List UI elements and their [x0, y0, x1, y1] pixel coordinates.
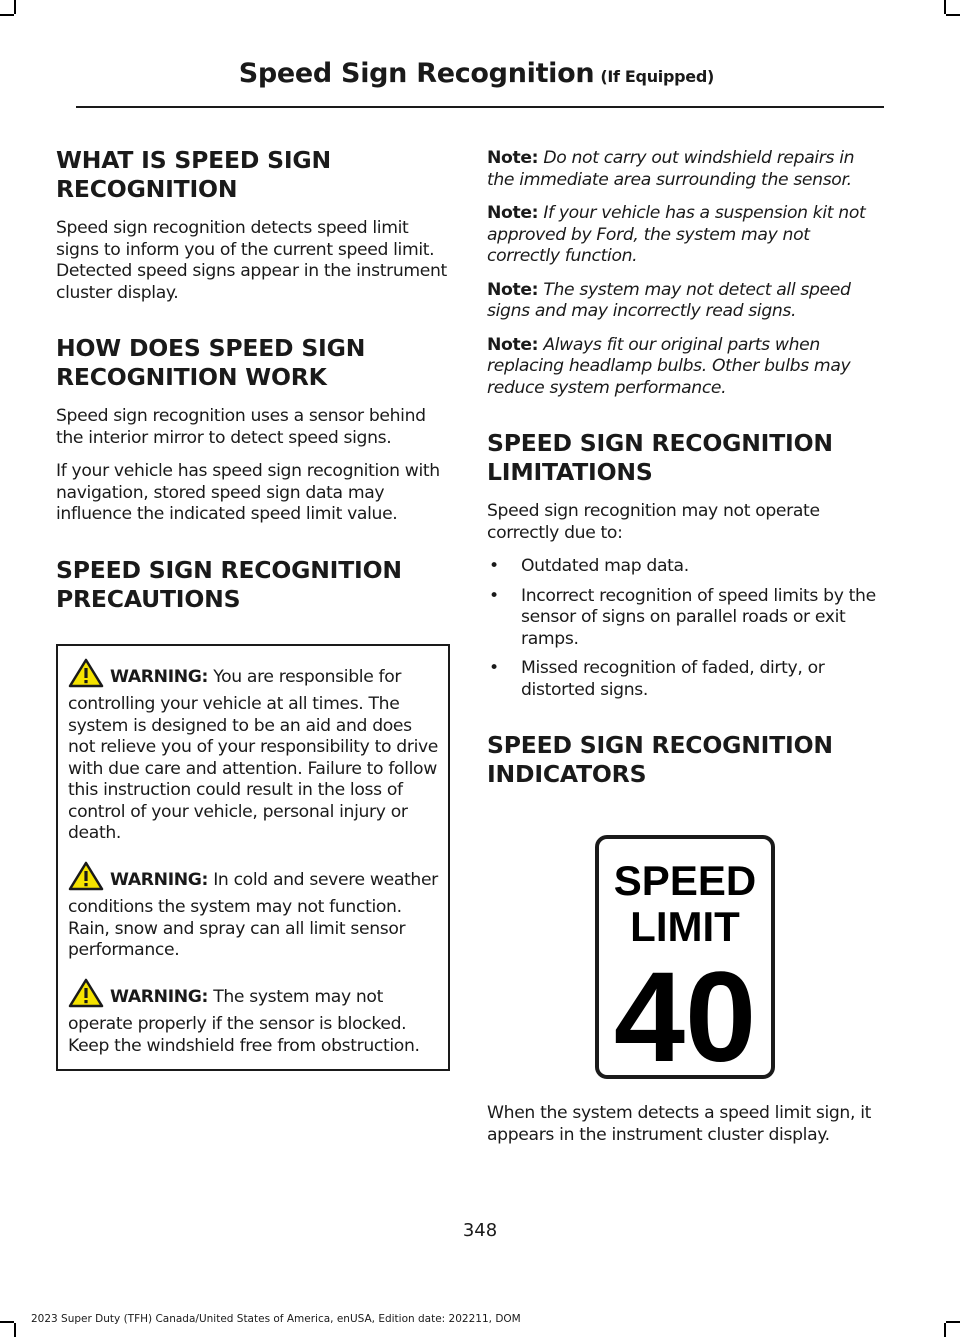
warning-item: WARNING: The system may not operate properly if the sensor is blocked. Keep the windshield free from obstruction.: [68, 978, 440, 1058]
section-heading-indicators: SPEED SIGN RECOGNITION INDICATORS: [487, 731, 833, 788]
list-item: • Missed recognition of faded, dirty, or distorted signs.: [489, 658, 825, 700]
note: Note: The system may not detect all speed signs and may incorrectly read signs.: [487, 279, 851, 321]
limitations-list: [487, 556, 885, 701]
note: Note: Always fit our original parts when replacing headlamp bulbs. Other bulbs may reduce system performance.: [487, 334, 851, 398]
crop-mark: [944, 1323, 946, 1337]
paragraph: Speed sign recognition may not operate correctly due to:: [487, 501, 820, 543]
warning-triangle-icon: [68, 658, 104, 695]
footer-text: 2023 Super Duty (TFH) Canada/United States of America, enUSA, Edition date: 202211, DOM: [31, 1313, 521, 1325]
crop-mark: [14, 0, 16, 14]
list-item: • Outdated map data.: [489, 556, 689, 576]
paragraph: When the system detects a speed limit sign, it appears in the instrument cluster display.: [487, 1103, 872, 1145]
warning-box: [56, 644, 450, 1072]
section-heading-how-it-works: HOW DOES SPEED SIGN RECOGNITION WORK: [56, 334, 366, 391]
warning-item: WARNING: In cold and severe weather conditions the system may not function. Rain, snow and spray can all limit sensor performance.: [68, 861, 440, 962]
note: Note: Do not carry out windshield repairs in the immediate area surrounding the sensor.: [487, 148, 855, 190]
sign-line-1: SPEED: [613, 857, 757, 904]
paragraph: If your vehicle has speed sign recognition with navigation, stored speed sign data may influence the indicated speed limit value.: [56, 461, 440, 524]
section-heading-what-is: WHAT IS SPEED SIGN RECOGNITION: [56, 146, 331, 203]
crop-mark: [0, 14, 14, 16]
list-item: • Incorrect recognition of speed limits by the sensor of signs on parallel roads or exit ramps.: [489, 585, 876, 649]
crop-mark: [944, 0, 946, 14]
warning-triangle-icon: [68, 861, 104, 898]
sign-line-2: LIMIT: [630, 903, 740, 950]
paragraph: Speed sign recognition uses a sensor behind the interior mirror to detect speed signs.: [56, 406, 426, 448]
header-divider: [76, 106, 884, 108]
header-subtitle: (If Equipped): [600, 67, 714, 86]
crop-mark: [0, 1321, 14, 1323]
header-title: Speed Sign Recognition: [238, 58, 595, 89]
right-column: [487, 148, 885, 1158]
speed-limit-sign-icon: [595, 835, 775, 1079]
warning-triangle-icon: [68, 978, 104, 1015]
left-column: [56, 130, 448, 1071]
sign-number: 40: [613, 946, 757, 1079]
section-heading-limitations: SPEED SIGN RECOGNITION LIMITATIONS: [487, 429, 833, 486]
page-number: 348: [462, 1220, 498, 1241]
crop-mark: [946, 1321, 960, 1323]
paragraph: Speed sign recognition detects speed limit signs to inform you of the current speed limit. Detected speed signs appear in the instrument cluster display.: [56, 218, 447, 303]
crop-mark: [946, 14, 960, 16]
crop-mark: [14, 1323, 16, 1337]
section-heading-precautions: SPEED SIGN RECOGNITION PRECAUTIONS: [56, 555, 402, 613]
note: Note: If your vehicle has a suspension kit not approved by Ford, the system may not correctly function.: [487, 203, 866, 266]
page-header-title: [239, 58, 714, 89]
warning-item: WARNING: You are responsible for controlling your vehicle at all times. The system is designed to be an aid and does not relieve you of your responsibility to drive with due care and attention. Failure to follow this instruction could result in the loss of control of your vehicle, personal injury or death.: [68, 658, 440, 845]
